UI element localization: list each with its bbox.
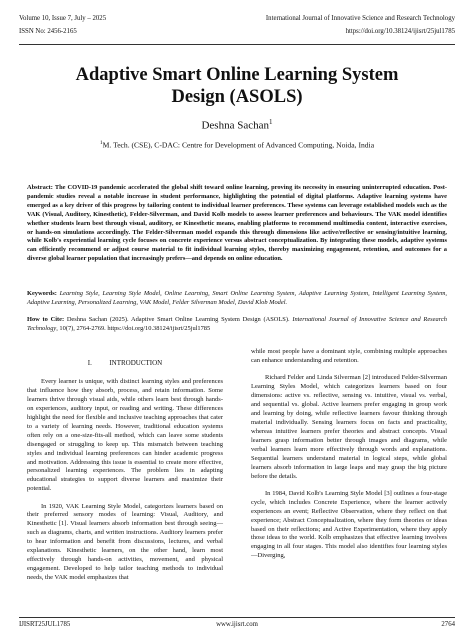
body-paragraph: In 1984, David Kolb's Learning Style Model [3] outlines a four-stage cycle, which includes Concrete Experience, where the learner actively experiences an event; Reflective Observation, where they reflect on that experience; Abstract Conceptualization, where they form theories or ideas based on their reflections; and Active Experimentation, where they apply those ideas to the world. Kolb emphasizes that effective learning involves engaging in all four stages. This model also identifies four learning styles—Diverging, [251,489,447,560]
keywords [27,290,447,308]
author-affiliation [0,140,474,150]
left-column [27,359,223,591]
abstract-text: The COVID-19 pandemic accelerated the global shift toward online learning, proving its necessity in ensuring uninterrupted education. Post-pandemic studies reveal a notable increase in student performance, highlighting the potential of digital platforms. Adaptive learning systems have emerged as a key driver of this progress by tailoring content to individual learner preferences. These systems can leverage established models such as the VAK (Visual, Auditory, Kinesthetic), Felder-Silverman, and David Kolb models to assess learner preferences and behaviours. The VAK model identifies whether students learn best through visual, auditory, or Kinesthetic means, enabling platforms to recommend multimedia content, interactive exercises, or hands-on simulations accordingly. The Felder-Silverman model expands this through dimensions like active/reflective or sensing/intuitive learning, while Kolb's experiential learning cycle focuses on concrete experience versus abstract conceptualization. By integrating these models, adaptive systems can efficiently recommend or adjust course material to fit individual learning styles, thereby maximizing engagement, retention, and outcomes for a diverse global learner population that increasingly prefers—and depends on online education. [27,184,447,263]
author-superscript: 1 [269,118,273,126]
footer-divider [19,617,455,618]
header-journal: International Journal of Innovative Science and Research Technology [265,15,455,22]
body-paragraph: Every learner is unique, with distinct learning styles and preferences that influence how they absorb, process, and retain information. Some learners thrive through visual aids, while others learn best through hands-on experiences, auditory input, or reading and writing. These differences highlight the need for flexible and inclusive teaching approaches that cater to a variety of learning needs. However, traditional education systems often rely on a one-size-fits-all method, which can leave some students disengaged or struggling to keep up. This mismatch between teaching styles and individual learning preferences can hinder academic progress and motivation. Addressing this issue is essential to create more effective, personalized learning experiences. The problem lies in adapting educational strategies to support diverse learners and maximize their potential. [27,377,223,493]
paper-title [0,64,474,108]
cite-text: Deshna Sachan (2025). Adaptive Smart Online Learning System Design (ASOLS). [64,316,293,323]
cite-tail[interactable]: , 10(7), 2764-2769. https://doi.org/10.38124/ijisrt/25jul1785 [56,324,211,332]
header-issn: ISSN No: 2456-2165 [19,28,77,35]
title-line-2: Design (ASOLS) [171,87,303,107]
body-paragraph: Richard Felder and Linda Silverman [2] introduced Felder-Silverman Learning Styles Model, which categorizes learners based on four dimensions: active vs. reflective, sensing vs. intuitive, visual vs. verbal, and sequential vs. global. Active learners prefer engaging in group work and learning by doing, while reflective learners favour thinking through material individually. Sensing learners focus on facts and practicality, whereas intuitive learners prefer theories and abstract concepts. Visual learners grasp information better through images and diagrams, while verbal learners learn more effectively through words and explanations. Sequential learners understand material in logical steps, while global learners absorb information in large leaps and may grasp the big picture before the details. [251,374,447,480]
section-heading-introduction: I. INTRODUCTION [87,359,163,367]
author-name-text: Deshna Sachan [201,119,269,132]
title-line-1: Adaptive Smart Online Learning System [75,65,399,85]
header-volume: Volume 10, Issue 7, July – 2025 [19,15,107,22]
affiliation-text: M. Tech. (CSE), C-DAC: Centre for Development of Advanced Computing, Noida, India [102,140,375,150]
keywords-text: Learning Style, Learning Style Model, Online Learning, Smart Online Learning System, Adaptive Learning System, Intelligent Learning System, Adaptive Learning, Personalized Learning, VAK Model, Felder Silverman Model, David Klob Model. [27,290,447,306]
header-doi-link[interactable]: https://doi.org/10.38124/ijisrt/25jul1785 [345,28,455,35]
abstract-label: Abstract: [27,184,53,191]
footer-website-link[interactable]: www.ijisrt.com [216,621,258,628]
abstract [27,184,447,264]
keywords-label: Keywords: [27,290,57,297]
footer-paper-id: IJISRT25JUL1785 [19,621,71,628]
footer-page-number: 2764 [441,621,455,628]
cite-label: How to Cite: [27,316,65,323]
right-column [251,348,447,570]
author-name [0,118,474,132]
affiliation-superscript: 1 [99,140,103,146]
how-to-cite [27,316,447,334]
header-divider [19,44,455,45]
body-paragraph: while most people have a dominant style, combining multiple approaches can enhance understanding and retention. [251,348,447,364]
cite-journal: International Journal of Innovative Science and Research Technology [27,316,447,332]
body-paragraph: In 1920, VAK Learning Style Model, categorizes learners based on their preferred sensory modes of learning: Visual, Auditory, and Kinesthetic [1]. Visual learners absorb information best through seeing—such as diagrams, charts, and written instructions. Auditory learners prefer to hear information and benefit from discussions, lectures, and verbal explanations. Kinesthetic learners, on the other hand, learn most effectively through hands-on activities, movement, and physical engagement. Developed to help tailor teaching methods to individual needs, the VAK model emphasizes that [27,502,223,582]
